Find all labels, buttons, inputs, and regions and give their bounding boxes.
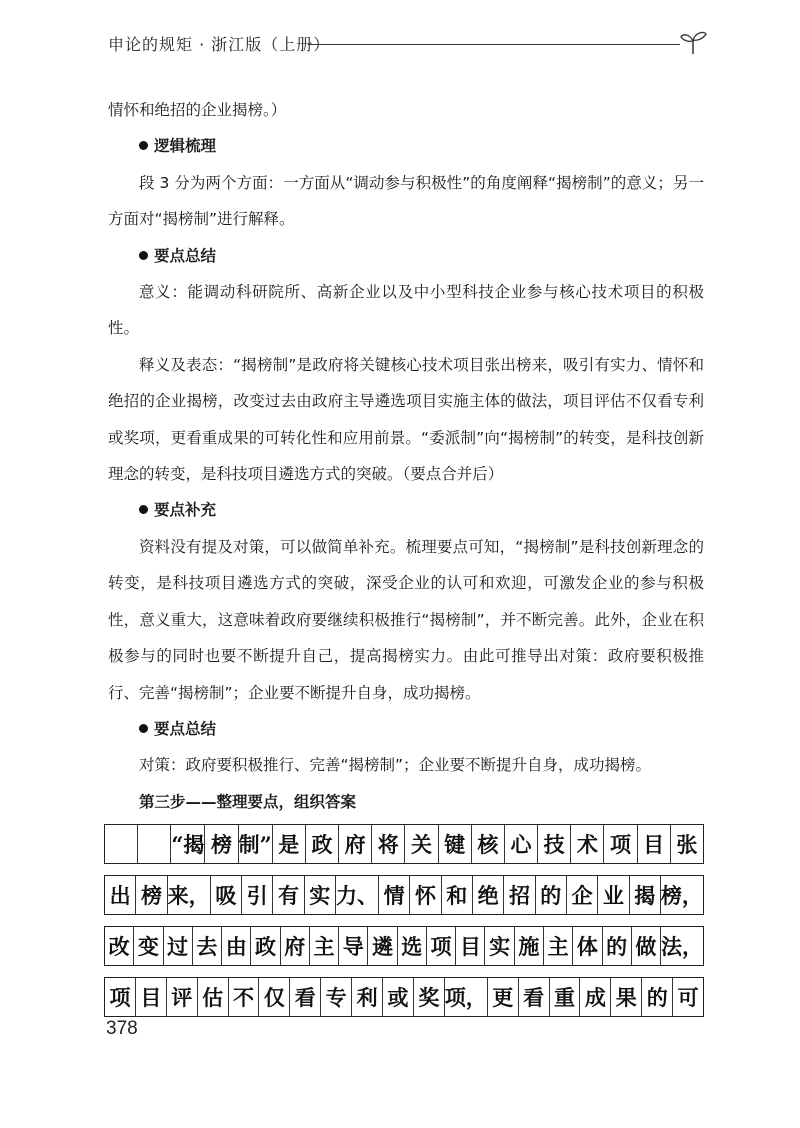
grid-cell: 项 <box>105 978 136 1016</box>
page-content <box>108 92 704 820</box>
grid-cell: 的 <box>536 876 567 914</box>
grid-cell: 企 <box>567 876 598 914</box>
grid-cell: 变 <box>134 927 163 965</box>
grid-cell: 的 <box>603 927 632 965</box>
grid-cell: 由 <box>222 927 251 965</box>
grid-cell: 专 <box>321 978 352 1016</box>
grid-cell: 遴 <box>368 927 397 965</box>
grid-cell: 力、 <box>336 876 379 914</box>
paragraph-countermeasure: 对策：政府要积极推行、完善“揭榜制”；企业要不断提升自身，成功揭榜。 <box>139 756 652 775</box>
grid-cell: 估 <box>198 978 229 1016</box>
page-header <box>108 28 708 58</box>
grid-cell: 选 <box>398 927 427 965</box>
section-heading-supplement <box>108 492 704 528</box>
grid-row <box>104 977 704 1017</box>
grid-cell <box>105 825 138 863</box>
grid-cell: 政 <box>306 825 339 863</box>
grid-cell: 做 <box>632 927 661 965</box>
grid-cell: 政 <box>251 927 280 965</box>
grid-cell: 业 <box>598 876 629 914</box>
paragraph-meaning: 意义：能调动科研院所、高新企业以及中小型科技企业参与核心技术项目的积极性。 <box>108 283 704 338</box>
grid-cell: 不 <box>229 978 260 1016</box>
grid-cell: 核 <box>472 825 505 863</box>
grid-cell: “揭 <box>171 825 205 863</box>
section-heading-summary-2 <box>108 711 704 747</box>
grid-cell: 出 <box>105 876 136 914</box>
grid-cell: 吸 <box>211 876 242 914</box>
grid-cell: 榜 <box>136 876 167 914</box>
grid-cell: 关 <box>405 825 438 863</box>
grid-cell: 情 <box>379 876 410 914</box>
grid-cell: 有 <box>273 876 304 914</box>
grid-cell: 评 <box>167 978 198 1016</box>
page-number: 378 <box>106 1018 138 1039</box>
paragraph-explanation: 释义及表态：“揭榜制”是政府将关键核心技术项目张出榜来，吸引有实力、情怀和绝招的企业揭榜，改变过去由政府主导遴选项目实施主体的做法，项目评估不仅看专利或奖项，更看重成果的可转化性和应用前景。“委派制”向“揭榜制”的转变，是科技创新理念的转变，是科技项目遴选方式的突破。（要点合并后） <box>108 355 704 484</box>
grid-cell: 引 <box>242 876 273 914</box>
grid-cell: 的 <box>642 978 673 1016</box>
grid-cell: 改 <box>105 927 134 965</box>
grid-cell: 果 <box>611 978 642 1016</box>
grid-cell: 项 <box>427 927 456 965</box>
grid-cell: 府 <box>339 825 372 863</box>
grid-cell: 奖 <box>414 978 445 1016</box>
heading-text: 要点总结 <box>154 246 217 265</box>
paragraph-continuation: 情怀和绝招的企业揭榜。） <box>108 101 287 119</box>
grid-cell: 更 <box>488 978 519 1016</box>
grid-cell: 怀 <box>410 876 441 914</box>
section-heading-logic <box>108 128 704 164</box>
grid-cell: 体 <box>573 927 602 965</box>
grid-cell: 制” <box>239 825 273 863</box>
grid-cell: 目 <box>456 927 485 965</box>
grid-cell: 绝 <box>473 876 504 914</box>
grid-cell: 张 <box>676 832 698 857</box>
grid-cell: 键 <box>439 825 472 863</box>
grid-cell: 和 <box>442 876 473 914</box>
answer-grid <box>104 824 704 1028</box>
grid-cell: 重 <box>550 978 581 1016</box>
grid-cell: 目 <box>638 825 671 863</box>
book-title: 申论的规矩 · 浙江版（上册） <box>108 35 331 54</box>
grid-cell: 仅 <box>259 978 290 1016</box>
heading-text: 逻辑梳理 <box>154 137 217 156</box>
grid-cell: 实 <box>485 927 514 965</box>
header-rule <box>308 44 680 45</box>
bullet-icon <box>139 505 148 514</box>
grid-cell: 主 <box>544 927 573 965</box>
grid-cell: 来， <box>168 876 211 914</box>
grid-cell: 术 <box>571 825 604 863</box>
grid-cell: 可 <box>677 985 699 1010</box>
paragraph-logic: 段 3 分为两个方面：一方面从“调动参与积极性”的角度阐释“揭榜制”的意义；另一方面对“揭榜制”进行解释。 <box>108 173 704 229</box>
grid-cell: 实 <box>305 876 336 914</box>
grid-cell: 目 <box>136 978 167 1016</box>
grid-cell: 看 <box>519 978 550 1016</box>
grid-cell: 项 <box>604 825 637 863</box>
grid-row <box>104 926 704 966</box>
grid-cell: 过 <box>164 927 193 965</box>
paragraph-supplement: 资料没有提及对策，可以做简单补充。梳理要点可知，“揭榜制”是科技创新理念的转变，是科技项目遴选方式的突破，深受企业的认可和欢迎，可激发企业的参与积极性，意义重大，这意味着政府要继续积极推行“揭榜制”，并不断完善。此外，企业在积极参与的同时也要不断提升自己，提高揭榜实力。由此可推导出对策：政府要积极推行、完善“揭榜制”；企业要不断提升自身，成功揭榜。 <box>108 537 704 702</box>
grid-row <box>104 875 704 915</box>
grid-cell: 技 <box>538 825 571 863</box>
grid-row <box>104 824 704 864</box>
bullet-icon <box>139 141 148 150</box>
grid-cell: 心 <box>505 825 538 863</box>
grid-cell: 去 <box>193 927 222 965</box>
grid-cell: 或 <box>383 978 414 1016</box>
section-heading-summary <box>108 238 704 274</box>
grid-cell: 成 <box>580 978 611 1016</box>
step-heading: 第三步——整理要点，组织答案 <box>139 792 357 811</box>
grid-cell: 榜， <box>660 883 703 908</box>
grid-cell: 府 <box>281 927 310 965</box>
grid-cell: 是 <box>273 825 306 863</box>
grid-cell <box>138 825 171 863</box>
grid-cell: 招 <box>504 876 535 914</box>
bullet-icon <box>139 724 148 733</box>
grid-cell: 主 <box>310 927 339 965</box>
bullet-icon <box>139 251 148 260</box>
grid-cell: 揭 <box>630 876 661 914</box>
grid-cell: 利 <box>352 978 383 1016</box>
grid-cell: 将 <box>372 825 405 863</box>
sprout-icon <box>678 28 708 56</box>
grid-cell: 看 <box>290 978 321 1016</box>
grid-cell: 榜 <box>205 825 238 863</box>
grid-cell: 法， <box>661 934 704 959</box>
heading-text: 要点补充 <box>154 501 217 520</box>
grid-cell: 施 <box>515 927 544 965</box>
grid-cell: 项， <box>445 978 488 1016</box>
grid-cell: 导 <box>339 927 368 965</box>
heading-text: 要点总结 <box>154 719 217 738</box>
